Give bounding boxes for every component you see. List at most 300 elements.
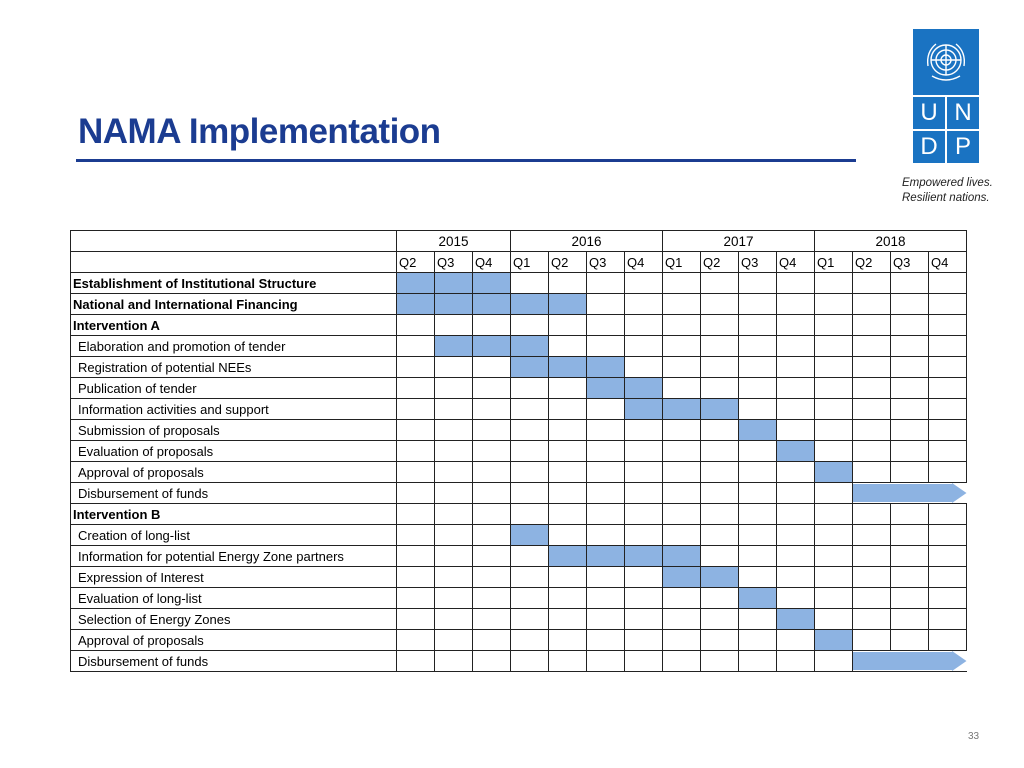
gantt-empty-cell bbox=[397, 567, 435, 588]
gantt-empty-cell bbox=[777, 525, 815, 546]
gantt-empty-cell bbox=[853, 399, 891, 420]
gantt-empty-cell bbox=[777, 630, 815, 651]
task-label: Information activities and support bbox=[71, 399, 397, 420]
quarter-header: Q1 bbox=[511, 252, 549, 273]
gantt-empty-cell bbox=[587, 630, 625, 651]
gantt-empty-cell bbox=[587, 273, 625, 294]
gantt-empty-cell bbox=[929, 609, 967, 630]
gantt-empty-cell bbox=[891, 273, 929, 294]
gantt-bar-cell bbox=[511, 336, 549, 357]
task-label: Selection of Energy Zones bbox=[71, 609, 397, 630]
gantt-empty-cell bbox=[815, 357, 853, 378]
gantt-empty-cell bbox=[853, 336, 891, 357]
gantt-bar-cell bbox=[435, 294, 473, 315]
gantt-empty-cell bbox=[663, 609, 701, 630]
gantt-bar-cell bbox=[625, 378, 663, 399]
gantt-empty-cell bbox=[625, 441, 663, 462]
gantt-empty-cell bbox=[853, 588, 891, 609]
continuing-arrow-icon bbox=[853, 483, 967, 503]
gantt-empty-cell bbox=[663, 336, 701, 357]
gantt-empty-cell bbox=[587, 525, 625, 546]
gantt-empty-cell bbox=[929, 462, 967, 483]
gantt-empty-cell bbox=[739, 609, 777, 630]
quarter-header: Q1 bbox=[663, 252, 701, 273]
gantt-empty-cell bbox=[473, 609, 511, 630]
gantt-empty-cell bbox=[587, 588, 625, 609]
gantt-empty-cell bbox=[511, 504, 549, 525]
gantt-bar-cell bbox=[739, 588, 777, 609]
gantt-empty-cell bbox=[587, 504, 625, 525]
title-underline bbox=[76, 159, 856, 162]
gantt-empty-cell bbox=[701, 651, 739, 672]
gantt-empty-cell bbox=[549, 273, 587, 294]
year-header: 2015 bbox=[397, 231, 511, 252]
gantt-empty-cell bbox=[891, 630, 929, 651]
gantt-empty-cell bbox=[473, 630, 511, 651]
gantt-empty-cell bbox=[473, 651, 511, 672]
gantt-empty-cell bbox=[777, 651, 815, 672]
year-header-row bbox=[71, 231, 967, 252]
gantt-empty-cell bbox=[549, 630, 587, 651]
gantt-empty-cell bbox=[435, 315, 473, 336]
gantt-empty-cell bbox=[777, 588, 815, 609]
gantt-empty-cell bbox=[397, 588, 435, 609]
task-row bbox=[71, 630, 967, 651]
task-label: Creation of long-list bbox=[71, 525, 397, 546]
gantt-empty-cell bbox=[435, 630, 473, 651]
page-number: 33 bbox=[968, 731, 980, 742]
gantt-empty-cell bbox=[929, 294, 967, 315]
gantt-empty-cell bbox=[777, 294, 815, 315]
gantt-bar-cell bbox=[815, 630, 853, 651]
year-header: 2017 bbox=[663, 231, 815, 252]
gantt-bar-cell bbox=[397, 294, 435, 315]
gantt-empty-cell bbox=[853, 546, 891, 567]
gantt-empty-cell bbox=[853, 378, 891, 399]
gantt-bar-cell bbox=[777, 609, 815, 630]
gantt-bar-cell bbox=[473, 336, 511, 357]
year-header: 2018 bbox=[815, 231, 967, 252]
header-corner-cell bbox=[71, 231, 397, 252]
gantt-empty-cell bbox=[701, 441, 739, 462]
gantt-empty-cell bbox=[587, 609, 625, 630]
quarter-header: Q4 bbox=[473, 252, 511, 273]
undp-logo bbox=[913, 29, 979, 163]
gantt-empty-cell bbox=[435, 504, 473, 525]
gantt-empty-cell bbox=[891, 525, 929, 546]
gantt-empty-cell bbox=[549, 378, 587, 399]
gantt-empty-cell bbox=[397, 315, 435, 336]
gantt-empty-cell bbox=[435, 399, 473, 420]
gantt-empty-cell bbox=[473, 504, 511, 525]
gantt-empty-cell bbox=[511, 588, 549, 609]
gantt-empty-cell bbox=[891, 336, 929, 357]
task-row bbox=[71, 357, 967, 378]
gantt-empty-cell bbox=[549, 441, 587, 462]
gantt-empty-cell bbox=[435, 357, 473, 378]
gantt-empty-cell bbox=[739, 336, 777, 357]
gantt-empty-cell bbox=[663, 588, 701, 609]
gantt-empty-cell bbox=[511, 420, 549, 441]
gantt-empty-cell bbox=[739, 651, 777, 672]
year-header: 2016 bbox=[511, 231, 663, 252]
logo-letter: D bbox=[913, 131, 945, 163]
gantt-empty-cell bbox=[473, 315, 511, 336]
gantt-empty-cell bbox=[853, 630, 891, 651]
gantt-empty-cell bbox=[853, 315, 891, 336]
gantt-empty-cell bbox=[587, 651, 625, 672]
gantt-empty-cell bbox=[815, 336, 853, 357]
gantt-empty-cell bbox=[929, 378, 967, 399]
gantt-empty-cell bbox=[625, 273, 663, 294]
gantt-empty-cell bbox=[625, 567, 663, 588]
gantt-empty-cell bbox=[397, 525, 435, 546]
gantt-empty-cell bbox=[929, 357, 967, 378]
gantt-empty-cell bbox=[777, 336, 815, 357]
quarter-header: Q3 bbox=[891, 252, 929, 273]
gantt-empty-cell bbox=[663, 462, 701, 483]
gantt-empty-cell bbox=[891, 462, 929, 483]
un-emblem-icon bbox=[913, 29, 979, 95]
gantt-empty-cell bbox=[511, 567, 549, 588]
gantt-empty-cell bbox=[625, 315, 663, 336]
gantt-empty-cell bbox=[511, 378, 549, 399]
gantt-empty-cell bbox=[587, 399, 625, 420]
gantt-empty-cell bbox=[549, 588, 587, 609]
gantt-empty-cell bbox=[739, 504, 777, 525]
gantt-empty-cell bbox=[473, 399, 511, 420]
gantt-empty-cell bbox=[473, 441, 511, 462]
gantt-empty-cell bbox=[815, 273, 853, 294]
gantt-empty-cell bbox=[929, 399, 967, 420]
gantt-bar-cell bbox=[587, 378, 625, 399]
gantt-empty-cell bbox=[397, 651, 435, 672]
gantt-empty-cell bbox=[891, 315, 929, 336]
task-group-label: Intervention B bbox=[71, 504, 397, 525]
gantt-empty-cell bbox=[777, 546, 815, 567]
gantt-empty-cell bbox=[549, 567, 587, 588]
gantt-bar-cell bbox=[663, 399, 701, 420]
gantt-empty-cell bbox=[511, 462, 549, 483]
task-row bbox=[71, 525, 967, 546]
task-row bbox=[71, 441, 967, 462]
gantt-empty-cell bbox=[587, 294, 625, 315]
task-row bbox=[71, 315, 967, 336]
gantt-empty-cell bbox=[929, 588, 967, 609]
gantt-empty-cell bbox=[929, 441, 967, 462]
gantt-empty-cell bbox=[701, 630, 739, 651]
gantt-empty-cell bbox=[625, 462, 663, 483]
gantt-bar-cell bbox=[397, 273, 435, 294]
gantt-bar-cell bbox=[587, 546, 625, 567]
gantt-empty-cell bbox=[815, 567, 853, 588]
gantt-bar-cell bbox=[549, 294, 587, 315]
gantt-empty-cell bbox=[435, 441, 473, 462]
undp-letters bbox=[913, 97, 979, 163]
gantt-empty-cell bbox=[701, 294, 739, 315]
gantt-empty-cell bbox=[549, 651, 587, 672]
gantt-empty-cell bbox=[815, 483, 853, 504]
gantt-empty-cell bbox=[473, 567, 511, 588]
task-row bbox=[71, 399, 967, 420]
gantt-empty-cell bbox=[853, 357, 891, 378]
gantt-empty-cell bbox=[853, 567, 891, 588]
gantt-empty-cell bbox=[739, 399, 777, 420]
gantt-bar-cell bbox=[473, 294, 511, 315]
gantt-empty-cell bbox=[739, 378, 777, 399]
gantt-empty-cell bbox=[587, 420, 625, 441]
gantt-bar-cell bbox=[777, 441, 815, 462]
gantt-empty-cell bbox=[397, 399, 435, 420]
quarter-header: Q3 bbox=[587, 252, 625, 273]
gantt-empty-cell bbox=[701, 357, 739, 378]
task-label: Approval of proposals bbox=[71, 462, 397, 483]
gantt-empty-cell bbox=[929, 315, 967, 336]
gantt-empty-cell bbox=[777, 357, 815, 378]
task-row bbox=[71, 567, 967, 588]
gantt-empty-cell bbox=[625, 483, 663, 504]
gantt-empty-cell bbox=[511, 483, 549, 504]
task-group-label: Establishment of Institutional Structure bbox=[71, 273, 397, 294]
header-label-cell bbox=[71, 252, 397, 273]
gantt-empty-cell bbox=[739, 441, 777, 462]
gantt-empty-cell bbox=[663, 441, 701, 462]
gantt-empty-cell bbox=[815, 441, 853, 462]
gantt-bar-cell bbox=[663, 567, 701, 588]
gantt-empty-cell bbox=[739, 483, 777, 504]
gantt-empty-cell bbox=[663, 378, 701, 399]
gantt-empty-cell bbox=[435, 462, 473, 483]
gantt-empty-cell bbox=[929, 546, 967, 567]
gantt-empty-cell bbox=[435, 567, 473, 588]
task-row bbox=[71, 546, 967, 567]
gantt-empty-cell bbox=[625, 588, 663, 609]
gantt-empty-cell bbox=[891, 504, 929, 525]
gantt-empty-cell bbox=[473, 546, 511, 567]
task-label: Elaboration and promotion of tender bbox=[71, 336, 397, 357]
quarter-header: Q3 bbox=[435, 252, 473, 273]
gantt-empty-cell bbox=[663, 273, 701, 294]
gantt-empty-cell bbox=[891, 378, 929, 399]
task-label: Evaluation of proposals bbox=[71, 441, 397, 462]
gantt-empty-cell bbox=[777, 504, 815, 525]
gantt-empty-cell bbox=[625, 630, 663, 651]
gantt-empty-cell bbox=[853, 273, 891, 294]
gantt-empty-cell bbox=[473, 420, 511, 441]
gantt-empty-cell bbox=[549, 420, 587, 441]
quarter-header: Q2 bbox=[701, 252, 739, 273]
gantt-empty-cell bbox=[777, 378, 815, 399]
gantt-empty-cell bbox=[891, 546, 929, 567]
gantt-empty-cell bbox=[625, 420, 663, 441]
logo-letter: P bbox=[947, 131, 979, 163]
gantt-empty-cell bbox=[701, 378, 739, 399]
task-row bbox=[71, 378, 967, 399]
gantt-empty-cell bbox=[815, 609, 853, 630]
gantt-empty-cell bbox=[739, 546, 777, 567]
gantt-empty-cell bbox=[397, 462, 435, 483]
task-label: Submission of proposals bbox=[71, 420, 397, 441]
arrow-shape bbox=[853, 483, 967, 503]
gantt-empty-cell bbox=[473, 378, 511, 399]
gantt-empty-cell bbox=[777, 483, 815, 504]
quarter-header: Q2 bbox=[853, 252, 891, 273]
gantt-empty-cell bbox=[853, 609, 891, 630]
task-label: Disbursement of funds bbox=[71, 483, 397, 504]
gantt-empty-cell bbox=[663, 630, 701, 651]
task-label: Expression of Interest bbox=[71, 567, 397, 588]
gantt-empty-cell bbox=[397, 483, 435, 504]
arrow-shape bbox=[853, 651, 967, 671]
gantt-empty-cell bbox=[929, 504, 967, 525]
quarter-header: Q4 bbox=[929, 252, 967, 273]
gantt-empty-cell bbox=[511, 609, 549, 630]
timeline-arrow-cell bbox=[853, 483, 967, 504]
timeline-arrow-cell bbox=[853, 651, 967, 672]
gantt-empty-cell bbox=[739, 294, 777, 315]
gantt-empty-cell bbox=[815, 546, 853, 567]
gantt-bar-cell bbox=[511, 525, 549, 546]
gantt-empty-cell bbox=[549, 504, 587, 525]
gantt-bar-cell bbox=[701, 399, 739, 420]
gantt-empty-cell bbox=[815, 588, 853, 609]
gantt-empty-cell bbox=[511, 273, 549, 294]
gantt-empty-cell bbox=[435, 609, 473, 630]
task-label: Approval of proposals bbox=[71, 630, 397, 651]
gantt-bar-cell bbox=[435, 336, 473, 357]
gantt-empty-cell bbox=[473, 588, 511, 609]
gantt-empty-cell bbox=[625, 336, 663, 357]
quarter-header: Q3 bbox=[739, 252, 777, 273]
gantt-empty-cell bbox=[397, 609, 435, 630]
gantt-empty-cell bbox=[397, 357, 435, 378]
gantt-empty-cell bbox=[891, 567, 929, 588]
gantt-bar-cell bbox=[549, 546, 587, 567]
gantt-empty-cell bbox=[625, 357, 663, 378]
gantt-empty-cell bbox=[511, 630, 549, 651]
task-row bbox=[71, 336, 967, 357]
gantt-empty-cell bbox=[929, 525, 967, 546]
gantt-bar-cell bbox=[663, 546, 701, 567]
gantt-empty-cell bbox=[929, 273, 967, 294]
undp-tagline bbox=[902, 176, 993, 206]
gantt-empty-cell bbox=[549, 399, 587, 420]
gantt-empty-cell bbox=[815, 378, 853, 399]
gantt-empty-cell bbox=[397, 441, 435, 462]
tagline-line-2: Resilient nations. bbox=[902, 192, 990, 204]
gantt-empty-cell bbox=[853, 420, 891, 441]
gantt-empty-cell bbox=[473, 462, 511, 483]
gantt-empty-cell bbox=[663, 483, 701, 504]
gantt-empty-cell bbox=[739, 462, 777, 483]
gantt-empty-cell bbox=[739, 315, 777, 336]
task-label: Registration of potential NEEs bbox=[71, 357, 397, 378]
task-row bbox=[71, 651, 967, 672]
gantt-empty-cell bbox=[701, 420, 739, 441]
gantt-bar-cell bbox=[435, 273, 473, 294]
gantt-empty-cell bbox=[587, 441, 625, 462]
gantt-empty-cell bbox=[701, 315, 739, 336]
gantt-bar-cell bbox=[473, 273, 511, 294]
gantt-empty-cell bbox=[853, 294, 891, 315]
gantt-empty-cell bbox=[397, 336, 435, 357]
task-row bbox=[71, 504, 967, 525]
task-row bbox=[71, 273, 967, 294]
gantt-empty-cell bbox=[435, 546, 473, 567]
task-row bbox=[71, 420, 967, 441]
gantt-empty-cell bbox=[853, 441, 891, 462]
task-group-label: National and International Financing bbox=[71, 294, 397, 315]
gantt-empty-cell bbox=[511, 441, 549, 462]
gantt-empty-cell bbox=[625, 609, 663, 630]
gantt-empty-cell bbox=[891, 294, 929, 315]
gantt-bar-cell bbox=[511, 357, 549, 378]
gantt-empty-cell bbox=[435, 420, 473, 441]
gantt-empty-cell bbox=[473, 525, 511, 546]
gantt-empty-cell bbox=[549, 525, 587, 546]
gantt-empty-cell bbox=[891, 399, 929, 420]
gantt-empty-cell bbox=[397, 504, 435, 525]
quarter-header-row bbox=[71, 252, 967, 273]
gantt-empty-cell bbox=[853, 462, 891, 483]
gantt-empty-cell bbox=[777, 273, 815, 294]
gantt-empty-cell bbox=[777, 567, 815, 588]
gantt-empty-cell bbox=[739, 630, 777, 651]
gantt-empty-cell bbox=[701, 336, 739, 357]
gantt-empty-cell bbox=[587, 315, 625, 336]
gantt-empty-cell bbox=[777, 315, 815, 336]
gantt-empty-cell bbox=[663, 294, 701, 315]
gantt-empty-cell bbox=[587, 462, 625, 483]
gantt-bar-cell bbox=[739, 420, 777, 441]
gantt-empty-cell bbox=[435, 378, 473, 399]
gantt-empty-cell bbox=[549, 336, 587, 357]
gantt-empty-cell bbox=[701, 483, 739, 504]
gantt-empty-cell bbox=[663, 420, 701, 441]
gantt-empty-cell bbox=[815, 525, 853, 546]
gantt-empty-cell bbox=[701, 546, 739, 567]
quarter-header: Q4 bbox=[625, 252, 663, 273]
gantt-empty-cell bbox=[777, 399, 815, 420]
gantt-bar-cell bbox=[625, 399, 663, 420]
quarter-header: Q2 bbox=[397, 252, 435, 273]
gantt-bar-cell bbox=[549, 357, 587, 378]
task-label: Evaluation of long-list bbox=[71, 588, 397, 609]
gantt-empty-cell bbox=[625, 294, 663, 315]
gantt-empty-cell bbox=[815, 399, 853, 420]
gantt-empty-cell bbox=[815, 294, 853, 315]
gantt-empty-cell bbox=[625, 504, 663, 525]
gantt-empty-cell bbox=[701, 504, 739, 525]
gantt-bar-cell bbox=[815, 462, 853, 483]
gantt-empty-cell bbox=[777, 462, 815, 483]
tagline-line-1: Empowered lives. bbox=[902, 177, 993, 189]
gantt-bar-cell bbox=[587, 357, 625, 378]
gantt-empty-cell bbox=[777, 420, 815, 441]
gantt-empty-cell bbox=[701, 462, 739, 483]
gantt-empty-cell bbox=[815, 420, 853, 441]
gantt-empty-cell bbox=[435, 588, 473, 609]
gantt-empty-cell bbox=[587, 483, 625, 504]
gantt-empty-cell bbox=[397, 378, 435, 399]
quarter-header: Q4 bbox=[777, 252, 815, 273]
task-row bbox=[71, 588, 967, 609]
gantt-empty-cell bbox=[663, 357, 701, 378]
gantt-empty-cell bbox=[511, 399, 549, 420]
gantt-empty-cell bbox=[701, 273, 739, 294]
gantt-bar-cell bbox=[625, 546, 663, 567]
quarter-header: Q2 bbox=[549, 252, 587, 273]
